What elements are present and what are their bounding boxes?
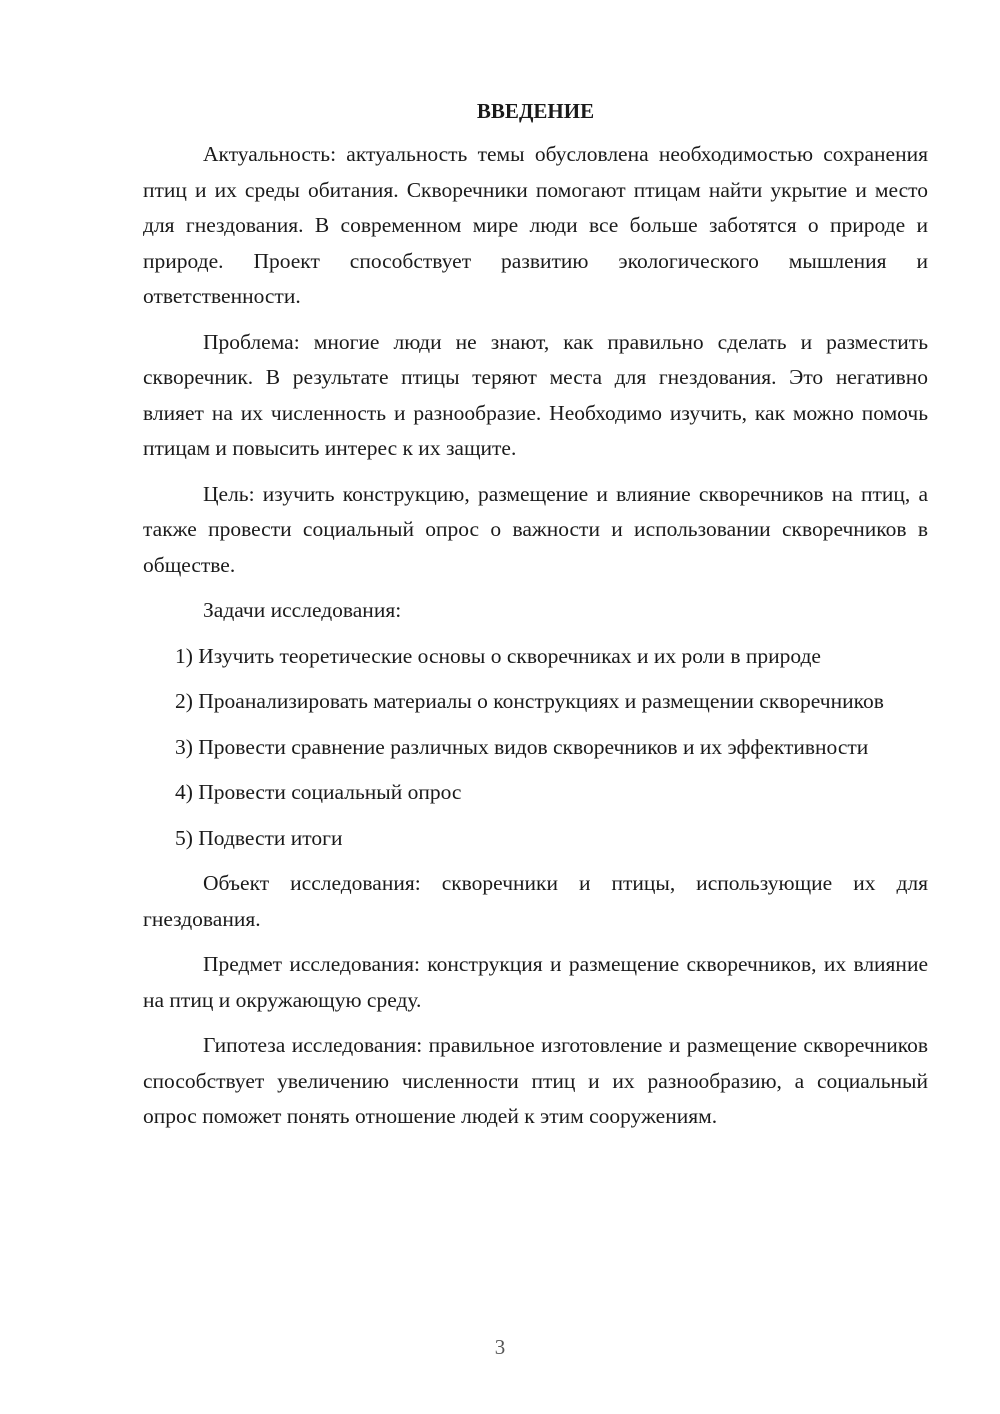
task-item-1: 1) Изучить теоретические основы о скворечниках и их роли в природе [175, 643, 821, 668]
task-item-3: 3) Провести сравнение различных видов скворечников и их эффективности [175, 734, 869, 759]
goal-paragraph: Цель: изучить конструкцию, размещение и влияние скворечников на птиц, а также провести социальный опрос о важности и использовании скворечников в обществе. [143, 481, 928, 577]
hypothesis-paragraph: Гипотеза исследования: правильное изготовление и размещение скворечников способствует увеличению численности птиц и их разнообразию, а социальный опрос поможет понять отношение людей к этим сооружениям. [143, 1033, 928, 1128]
tasks-heading: Задачи исследования: [203, 598, 402, 622]
section-title: ВВЕДЕНИЕ [476, 99, 595, 123]
task-item-5: 5) Подвести итоги [175, 825, 343, 850]
object-paragraph: Объект исследования: скворечники и птицы, использующие их для гнездования. [143, 871, 928, 931]
page-number: 3 [494, 1335, 506, 1359]
task-item-4: 4) Провести социальный опрос [175, 780, 462, 804]
document-page [143, 96, 928, 1135]
relevance-paragraph: Актуальность: актуальность темы обусловлена необходимостью сохранения птиц и их среды обитания. Скворечники помогают птицам найти укрытие и место для гнездования. В современном мире люди все больше заботятся о природе и природе. Проект способствует развитию экологического мышления и ответственности. [143, 142, 928, 308]
subject-paragraph: Предмет исследования: конструкция и размещение скворечников, их влияние на птиц и окружающую среду. [143, 952, 928, 1012]
task-item-2: 2) Проанализировать материалы о конструкциях и размещении скворечников [175, 689, 884, 713]
problem-paragraph: Проблема: многие люди не знают, как правильно сделать и разместить скворечник. В результате птицы теряют места для гнездования. Это негативно влияет на их численность и разнообразие. Необходимо изучить, как можно помочь птицам и повысить интерес к их защите. [143, 329, 928, 460]
